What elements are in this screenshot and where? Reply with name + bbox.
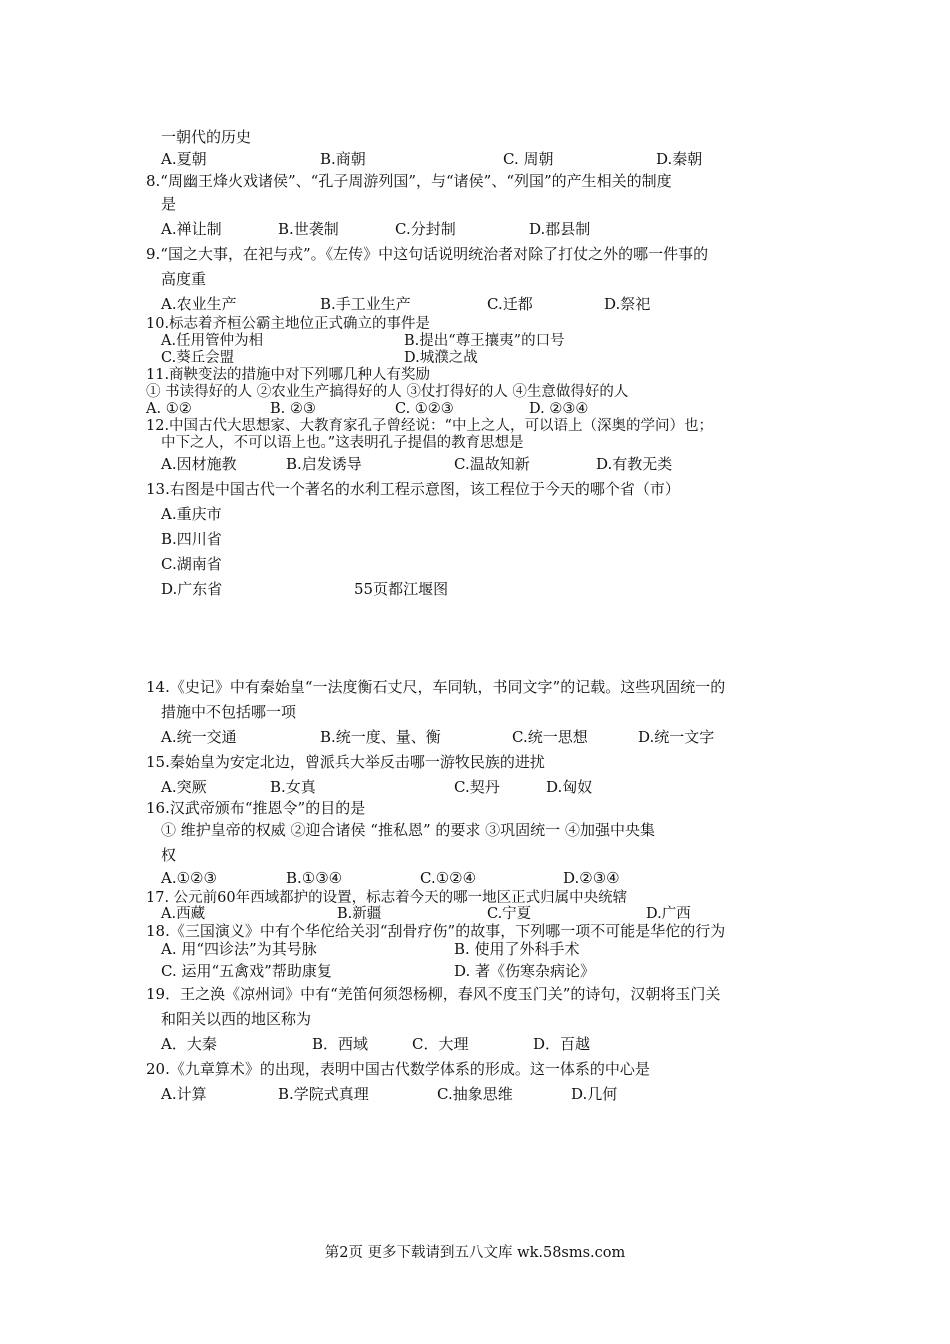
q7-option-d: D.秦朝	[656, 150, 703, 168]
q13-option-a: A.重庆市	[161, 505, 222, 523]
q16-option-d: D.②③④	[563, 869, 620, 887]
q14-option-a: A.统一交通	[161, 728, 237, 746]
q16-option-c: C.①②④	[420, 869, 477, 887]
q17-option-d: D.广西	[646, 906, 691, 922]
q11-option-d: D. ②③④	[529, 401, 589, 417]
q7-option-c: C. 周朝	[503, 150, 554, 168]
q9-option-d: D.祭祀	[604, 295, 651, 313]
q11-option-c: C. ①②③	[395, 401, 454, 417]
q14-stem: 14.《史记》中有秦始皇“一法度衡石丈尺，车同轨，书同文字”的记载。这些巩固统一的	[146, 678, 726, 696]
q20-option-d: D.几何	[571, 1085, 618, 1103]
q20-option-c: C.抽象思维	[437, 1085, 513, 1103]
q10-stem: 10.标志着齐桓公霸主地位正式确立的事件是	[146, 316, 431, 332]
q17-option-c: C.宁夏	[487, 906, 532, 922]
q17-stem: 17. 公元前60年西域都护的设置，标志着今天的哪一地区正式归属中央统辖	[146, 890, 628, 906]
q12-option-b: B.启发诱导	[286, 455, 362, 473]
q9-stem-cont: 高度重	[161, 270, 207, 288]
q19-option-d: D．百越	[533, 1035, 591, 1053]
q13-option-c: C.湖南省	[161, 555, 222, 573]
q15-stem: 15.秦始皇为安定北边，曾派兵大举反击哪一游牧民族的进扰	[146, 753, 545, 771]
q11-stem: 11.商鞅变法的措施中对下列哪几种人有奖励	[146, 367, 431, 383]
q20-option-b: B.学院式真理	[278, 1085, 369, 1103]
q7-option-b: B.商朝	[320, 150, 366, 168]
q14-option-b: B.统一度、量、衡	[320, 728, 441, 746]
q9-option-a: A.农业生产	[161, 295, 237, 313]
q19-option-b: B．西域	[312, 1035, 369, 1053]
q7-option-a: A.夏朝	[161, 150, 207, 168]
q8-stem: 8.“周幽王烽火戏诸侯”、“孔子周游列国”，与“诸侯”、“列国”的产生相关的制度	[146, 172, 672, 190]
q16-stem: 16.汉武帝颁布“推恩令”的目的是	[146, 799, 366, 817]
q19-stem: 19．王之涣《凉州词》中有“羌笛何须怨杨柳，春风不度玉门关”的诗句，汉朝将玉门关	[146, 985, 721, 1003]
q16-items: ① 维护皇帝的权威 ②迎合诸侯 “推私恩” 的要求 ③巩固统一 ④加强中央集	[161, 821, 655, 839]
q15-option-a: A.突厥	[161, 778, 207, 796]
q13-option-b: B.四川省	[161, 530, 222, 548]
q11-option-a: A. ①②	[146, 401, 192, 417]
q8-option-b: B.世袭制	[278, 220, 339, 238]
q18-option-d: D. 著《伤寒杂病论》	[454, 962, 596, 980]
q16-option-a: A.①②③	[161, 869, 217, 887]
q9-option-b: B.手工业生产	[320, 295, 411, 313]
q15-option-c: C.契丹	[454, 778, 500, 796]
q10-option-d: D.城濮之战	[404, 350, 478, 366]
q14-option-c: C.统一思想	[512, 728, 588, 746]
q20-option-a: A.计算	[161, 1085, 207, 1103]
q20-stem: 20.《九章算术》的出现，表明中国古代数学体系的形成。这一体系的中心是	[146, 1060, 650, 1078]
q8-option-c: C.分封制	[395, 220, 456, 238]
q13-stem: 13.右图是中国古代一个著名的水利工程示意图，该工程位于今天的哪个省（市）	[146, 480, 680, 498]
q12-option-a: A.因材施教	[161, 455, 237, 473]
q19-stem-cont: 和阳关以西的地区称为	[161, 1010, 312, 1028]
q17-option-b: B.新疆	[337, 906, 382, 922]
q8-option-d: D.郡县制	[529, 220, 591, 238]
q16-option-b: B.①③④	[286, 869, 343, 887]
q18-stem: 18.《三国演义》中有个华佗给关羽“刮骨疗伤”的故事，下列哪一项不可能是华佗的行为	[146, 922, 726, 940]
q18-option-a: A. 用“四诊法”为其号脉	[161, 940, 317, 958]
q12-option-c: C.温故知新	[454, 455, 530, 473]
q14-stem-cont: 措施中不包括哪一项	[161, 703, 297, 721]
q8-stem-cont: 是	[161, 195, 177, 213]
q12-stem: 12.中国古代大思想家、大教育家孔子曾经说：“中上之人，可以语上（深奥的学问）也；	[146, 418, 713, 434]
q10-option-b: B.提出“尊王攘夷”的口号	[404, 333, 565, 349]
q17-option-a: A.西藏	[161, 906, 206, 922]
q11-option-b: B. ②③	[270, 401, 316, 417]
q18-option-c: C. 运用“五禽戏”帮助康复	[161, 962, 332, 980]
q13-figure-note: 55页都江堰图	[354, 580, 449, 598]
q9-option-c: C.迁都	[487, 295, 533, 313]
q11-items: ① 书读得好的人 ②农业生产搞得好的人 ③仗打得好的人 ④生意做得好的人	[146, 384, 629, 400]
q14-option-d: D.统一文字	[638, 728, 715, 746]
q10-option-a: A.任用管仲为相	[161, 333, 264, 349]
page-footer: 第2页 更多下载请到五八文库 wk.58sms.com	[324, 1245, 626, 1261]
q18-option-b: B. 使用了外科手术	[454, 940, 580, 958]
q7-stem-tail: 一朝代的历史	[161, 128, 252, 146]
q15-option-d: D.匈奴	[546, 778, 593, 796]
q8-option-a: A.禅让制	[161, 220, 222, 238]
q19-option-c: C．大理	[412, 1035, 469, 1053]
q10-option-c: C.葵丘会盟	[161, 350, 235, 366]
q13-option-d: D.广东省	[161, 580, 223, 598]
q16-items-cont: 权	[161, 846, 177, 864]
q19-option-a: A．大秦	[161, 1035, 217, 1053]
q12-stem-cont: 中下之人，不可以语上也。”这表明孔子提倡的教育思想是	[161, 435, 524, 451]
q12-option-d: D.有教无类	[596, 455, 673, 473]
q15-option-b: B.女真	[270, 778, 316, 796]
q9-stem: 9.“国之大事，在祀与戎”。《左传》中这句话说明统治者对除了打仗之外的哪一件事的	[146, 245, 709, 263]
